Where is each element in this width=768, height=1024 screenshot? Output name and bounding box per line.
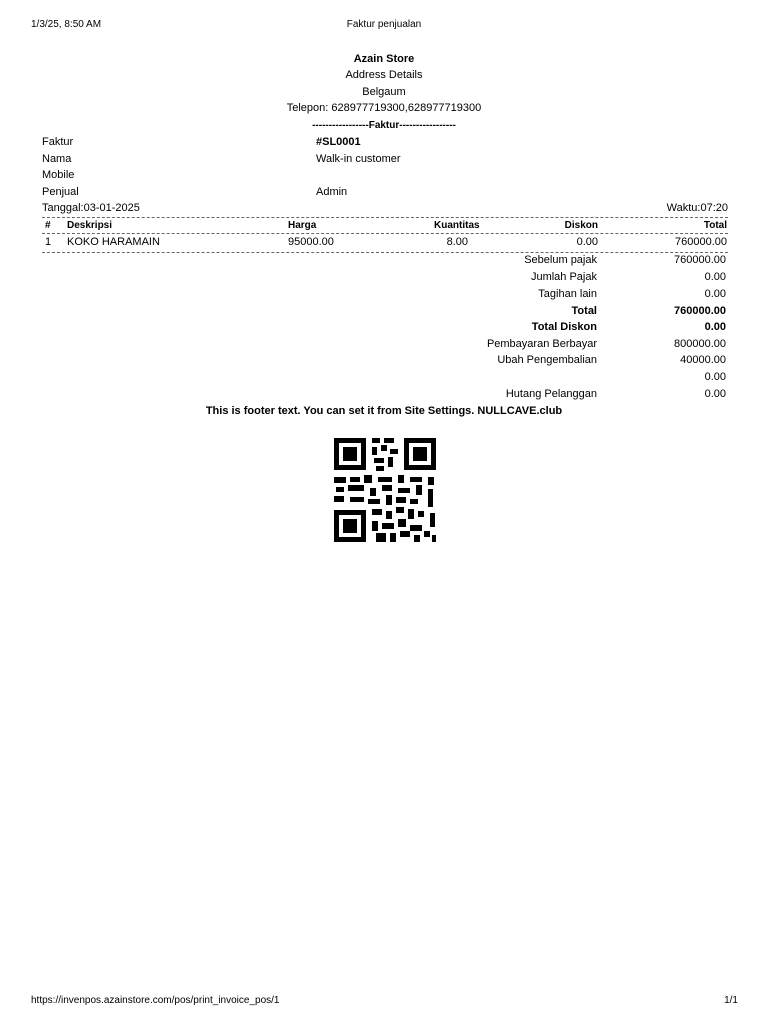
customer-name: Walk-in customer — [316, 153, 401, 165]
qr-code-icon — [318, 425, 452, 559]
item-total: 760000.00 — [675, 236, 727, 248]
col-header-description: Deskripsi — [67, 220, 113, 231]
summary-label: Sebelum pajak — [524, 254, 597, 266]
seller-label: Penjual — [42, 186, 79, 198]
print-page-count: 1/1 — [724, 995, 738, 1006]
summary-total — [400, 305, 727, 321]
store-address: Address Details — [345, 69, 423, 81]
store-name: Azain Store — [353, 53, 415, 65]
seller-value: Admin — [316, 186, 348, 198]
summary-value: 40000.00 — [680, 354, 726, 366]
item-price: 95000.00 — [288, 236, 334, 248]
info-name-row — [42, 153, 728, 169]
print-page-title: Faktur penjualan — [346, 19, 422, 30]
invoice-time: Waktu:07:20 — [666, 202, 728, 214]
summary-value: 760000.00 — [674, 254, 726, 266]
store-phone: Telepon: 628977719300,628977719300 — [286, 102, 482, 114]
store-city: Belgaum — [362, 86, 406, 98]
item-discount: 0.00 — [576, 236, 598, 248]
print-datetime: 1/3/25, 8:50 AM — [31, 19, 102, 30]
item-description: KOKO HARAMAIN — [67, 236, 160, 248]
item-quantity: 8.00 — [446, 236, 468, 248]
col-header-price: Harga — [288, 220, 317, 231]
summary-paid — [400, 338, 727, 354]
summary-label: Total Diskon — [531, 321, 597, 333]
invoice-date: Tanggal:03-01-2025 — [42, 202, 140, 214]
summary-value: 0.00 — [704, 288, 726, 300]
summary-value: 0.00 — [704, 388, 726, 400]
name-label: Nama — [42, 153, 72, 165]
summary-label: Ubah Pengembalian — [497, 354, 597, 366]
summary-value: 0.00 — [704, 321, 726, 333]
invoice-label: Faktur — [42, 136, 74, 148]
info-seller-row — [42, 186, 728, 202]
col-header-discount: Diskon — [564, 220, 598, 231]
invoice-footer-text: This is footer text. You can set it from Site Settings. NULLCAVE.club — [205, 405, 563, 417]
summary-unlabeled — [400, 371, 727, 387]
col-header-quantity: Kuantitas — [434, 220, 480, 231]
summary-customer-debt — [400, 388, 727, 404]
invoice-number: #SL0001 — [316, 136, 361, 148]
table-bottom-divider — [42, 252, 728, 253]
summary-total-discount — [400, 321, 727, 337]
info-datetime-row — [42, 202, 728, 218]
summary-before-tax — [400, 254, 727, 270]
col-header-total: Total — [703, 220, 727, 231]
col-header-number: # — [45, 220, 51, 231]
mobile-label: Mobile — [42, 169, 75, 181]
table-top-divider — [42, 217, 728, 218]
print-url: https://invenpos.azainstore.com/pos/print_invoice_pos/1 — [31, 995, 280, 1006]
info-invoice-row — [42, 136, 728, 152]
info-mobile-row — [42, 169, 728, 185]
qr-code-graphic — [318, 425, 452, 559]
summary-value: 800000.00 — [674, 338, 726, 350]
summary-label: Pembayaran Berbayar — [486, 338, 597, 350]
invoice-divider-title: -----------------Faktur----------------- — [312, 120, 456, 131]
summary-value: 760000.00 — [674, 305, 726, 317]
summary-other-charges — [400, 288, 727, 304]
summary-value: 0.00 — [704, 371, 726, 383]
summary-value: 0.00 — [704, 271, 726, 283]
summary-label: Total — [571, 305, 597, 317]
summary-label: Jumlah Pajak — [530, 271, 597, 283]
summary-tax-amount — [400, 271, 727, 287]
table-row — [42, 236, 728, 252]
summary-change — [400, 354, 727, 370]
item-number: 1 — [45, 236, 52, 248]
summary-label: Tagihan lain — [538, 288, 597, 300]
table-header-divider — [42, 233, 728, 234]
summary-label: Hutang Pelanggan — [505, 388, 597, 400]
